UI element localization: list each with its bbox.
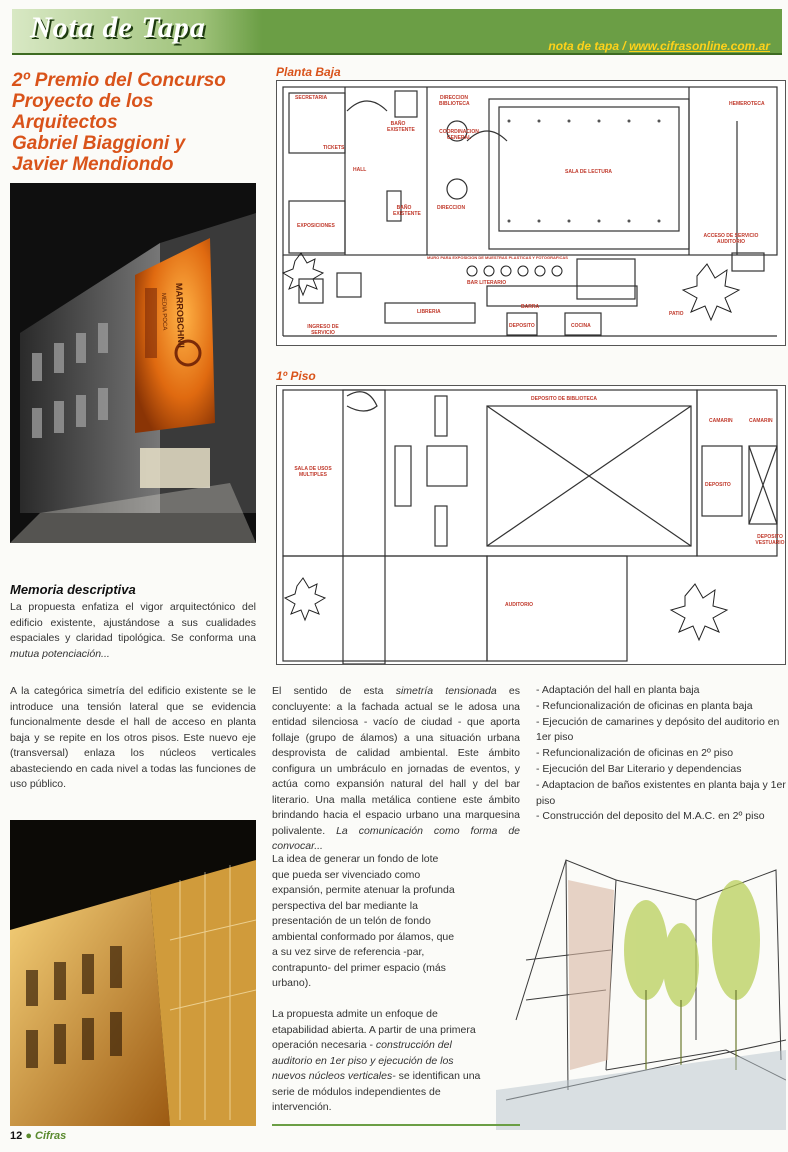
building-photo-art [10, 183, 256, 543]
column-rule [272, 1124, 520, 1126]
list-item: - Adaptación del hall en planta baja [536, 684, 700, 696]
plan-label-first: 1º Piso [276, 369, 316, 383]
list-item: - Adaptacion de baños existentes en planta baja y 1er piso [536, 778, 786, 807]
room-deposito-first: DEPOSITO [705, 482, 731, 488]
award-line-2: Proyecto de los Arquitectos [12, 91, 154, 133]
room-secretaria: SECRETARIA [295, 95, 328, 101]
memoria-paragraph-1 [10, 600, 256, 662]
room-deposito: DEPOSITO [509, 323, 535, 329]
room-coordinacion-general: COORDINACION GENERAL [439, 129, 479, 141]
memoria-paragraph-2: A la categórica simetría del edificio existente se le introduce una tensión lateral que se evidencia funcionalmente desde el hall de acceso en planta baja y se repite en los otros pisos. Este nuevo eje (transversal) enlaza los núcleos verticales abasteciendo en cada nivel a todas las funciones de uso público. [10, 685, 256, 790]
room-muro-artes: MURO PARA EXPOSICION DE MUESTRAS PLASTICAS Y FOTOGRAFICAS [427, 255, 568, 260]
banner-subtext: MEDIA POCA [160, 292, 168, 331]
room-camarin-2: CAMARIN [749, 418, 773, 424]
room-tickets: TICKETS [323, 145, 345, 151]
room-bar-literario: BAR LITERARIO [467, 280, 507, 286]
section-header-band [12, 9, 782, 55]
room-banio-existente-1: BAÑO EXISTENTE [387, 121, 415, 133]
perspective-sketch [496, 840, 786, 1130]
column2-paragraph-3 [272, 1007, 482, 1116]
p5-part-a: La propuesta admite un enfoque de etapabilidad abierta. A partir de una primera operación necesaria - [272, 1008, 476, 1051]
list-item: - Construcción del deposito del M.A.C. en 2º piso [536, 810, 765, 823]
p5-part-b: se identifican una serie de módulos independientes de intervención. [272, 1070, 481, 1113]
room-camarin-1: CAMARIN [709, 418, 733, 424]
award-title [12, 70, 262, 175]
column2-paragraph-1 [272, 684, 520, 855]
room-hemeroteca: HEMEROTECA [729, 101, 765, 107]
banner-text: MARROBCHNII [174, 282, 187, 349]
list-item: - Ejecución del Bar Literario y dependencias [536, 762, 742, 775]
award-line-1: 2º Premio del Concurso [12, 70, 226, 91]
intervention-stage-list [536, 683, 786, 825]
model-photo [10, 820, 256, 1126]
room-hall: HALL [353, 167, 367, 173]
list-item: - Ejecución de camarines y depósito del auditorio en 1er piso [536, 715, 780, 744]
memoria-heading: Memoria descriptiva [10, 582, 136, 597]
award-line-4: Javier Mendiondo [12, 154, 174, 175]
room-auditorio: AUDITORIO [505, 602, 533, 608]
page-footer [10, 1130, 66, 1142]
column2-paragraph-2: La idea de generar un fondo de lote que pueda ser vivenciado como expansión, permite atenuar la profunda perspectiva del bar mediante la presentación de un telón de fondo ambiental conformado por álamos, que a su vez sirve de referencia -par, contrapunto- del primer espacio (más urbano). [272, 853, 455, 989]
footer-bullet: ● [25, 1130, 32, 1142]
p3-part-a: El sentido de esta [272, 685, 384, 697]
model-photo-art [10, 820, 256, 1126]
room-direccion-biblioteca: DIRECCION BIBLIOTECA [439, 95, 470, 107]
room-sala-lectura: SALA DE LECTURA [565, 169, 613, 175]
header-link[interactable] [548, 39, 770, 53]
room-libreria: LIBRERIA [417, 309, 441, 315]
page-number: 12 [10, 1130, 23, 1142]
p3-emphasis-2: La comunicación como forma de convocar... [272, 824, 520, 852]
room-direccion: DIRECCION [437, 205, 466, 211]
room-deposito-biblioteca: DEPOSITO DE BIBLIOTECA [531, 396, 598, 402]
memoria-p1-emphasis: mutua potenciación... [10, 647, 110, 660]
room-sala-usos-multiples: SALA DE USOS MULTIPLES [294, 466, 332, 478]
magazine-name: Cifras [35, 1130, 67, 1142]
list-item: - Refuncionalización de oficinas en 2º piso [536, 747, 734, 760]
room-deposito-vestuario: DEPOSITO VESTUARIO [755, 534, 785, 546]
header-link-url[interactable]: www.cifrasonline.com.ar [629, 39, 770, 53]
room-exposiciones: EXPOSICIONES [297, 223, 335, 229]
p3-part-b: es concluyente: a la fachada actual se le adosa una entidad silenciosa - vacío de ciudad - que aporta follaje (grupo de álamos) a una situación urbana desprovista de calidad ambiental. Este ámbito configura un umbráculo en jornadas de eventos, y actúa como expansión natural del hall y del bar literario. Una malla metálica contiene este ámbito brindando hacia el espacio urbano una marquesina polivalente. [272, 685, 521, 837]
room-acceso-servicio: ACCESO DE SERVICIO AUDITORIO [703, 233, 759, 245]
plan-label-ground: Planta Baja [276, 65, 341, 79]
ground-floor-plan [276, 80, 786, 346]
building-night-photo [10, 183, 256, 543]
sketch-art [496, 840, 786, 1130]
header-link-prefix: nota de tapa / [548, 39, 626, 53]
section-title: Nota de Tapa [30, 11, 206, 44]
award-line-3: Gabriel Biaggioni y [12, 133, 186, 154]
room-patio: PATIO [669, 311, 684, 317]
p5-emphasis: construcción del auditorio en 1er piso y ejecución de los nuevos núcleos verticales- [272, 1039, 454, 1082]
first-floor-plan [276, 385, 786, 665]
room-banio-existente-2: BAÑO EXISTENTE [393, 205, 421, 217]
memoria-p1-text: La propuesta enfatiza el vigor arquitectónico del edificio existente, ajustándose a sus cualidades espaciales y claridad tipológica. Se conforma una [10, 601, 256, 644]
list-item: - Refuncionalización de oficinas en planta baja [536, 699, 753, 712]
room-cocina: COCINA [571, 323, 591, 329]
room-barra: BARRA [521, 304, 540, 310]
room-ingreso-servicio: INGRESO DE SERVICIO [307, 324, 339, 336]
p3-emphasis-1: simetría tensionada [395, 685, 497, 697]
first-plan-lines [277, 386, 785, 664]
